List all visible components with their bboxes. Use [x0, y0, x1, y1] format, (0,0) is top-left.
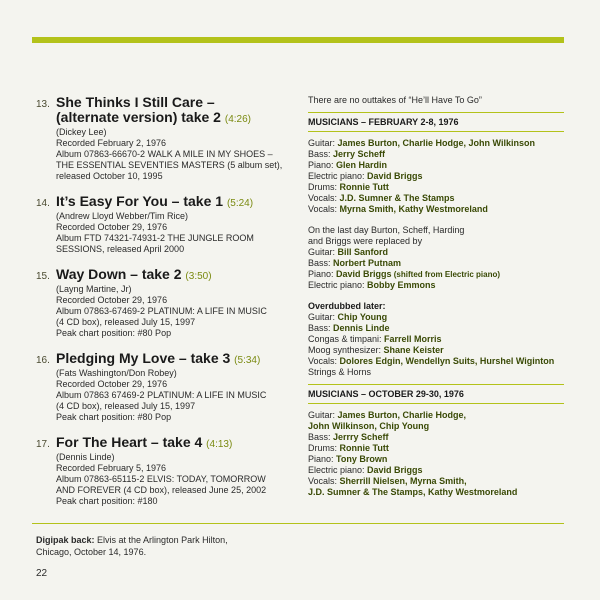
- track-credits: (Layng Martine, Jr): [56, 284, 132, 294]
- credit-line: J.D. Sumner & The Stamps, Kathy Westmoreland: [308, 487, 518, 497]
- credit-line: Bass: Norbert Putnam: [308, 258, 402, 268]
- credit-line: Strings & Horns: [308, 367, 372, 377]
- track-album: AND FOREVER (4 CD box), released June 25, 2002: [56, 485, 267, 495]
- track-time: (4:26): [224, 114, 251, 125]
- credit-line: Electric piano: David Briggs: [308, 465, 423, 475]
- credit-line: Bass: Jerrry Scheff: [308, 432, 389, 442]
- track-recorded: Recorded October 29, 1976: [56, 222, 168, 232]
- track-album: SESSIONS, released April 2000: [56, 244, 185, 254]
- track-album: Album 07863-67469-2 PLATINUM: A LIFE IN MUSIC: [56, 306, 267, 316]
- credit-line: Guitar: Bill Sanford: [308, 247, 389, 257]
- track-number: 13.: [36, 99, 50, 110]
- track-title: It’s Easy For You – take 1 (5:24): [56, 193, 254, 209]
- track-title: Pledging My Love – take 3 (5:34): [56, 350, 261, 366]
- top-accent-bar: [32, 37, 564, 43]
- track-time: (5:24): [226, 198, 254, 209]
- credit-line: Bass: Jerry Scheff: [308, 149, 386, 159]
- track-recorded: Recorded February 5, 1976: [56, 463, 167, 473]
- track-number: 16.: [36, 355, 50, 366]
- credit-line: Bass: Dennis Linde: [308, 323, 390, 333]
- credit-line: Guitar: Chip Young: [308, 312, 388, 322]
- musicians-feb-heading: MUSICIANS – FEBRUARY 2-8, 1976: [308, 112, 564, 132]
- credit-line: John Wilkinson, Chip Young: [308, 421, 430, 431]
- track-title: Way Down – take 2 (3:50): [56, 266, 212, 282]
- track-credits: (Andrew Lloyd Webber/Tim Rice): [56, 211, 189, 221]
- track-number: 14.: [36, 198, 50, 209]
- last-day-note: and Briggs were replaced by: [308, 236, 423, 246]
- track-album: THE ESSENTIAL SEVENTIES MASTERS (5 album set),: [56, 160, 283, 170]
- track-credits: (Fats Washington/Don Robey): [56, 368, 177, 378]
- track-credits: (Dickey Lee): [56, 127, 107, 137]
- last-day-note: On the last day Burton, Scheff, Harding: [308, 225, 465, 235]
- musicians-oct-heading: MUSICIANS – OCTOBER 29-30, 1976: [308, 384, 564, 404]
- track-time: (4:13): [206, 439, 233, 450]
- track-list: [36, 95, 298, 519]
- track-album: Album FTD 74321-74931-2 THE JUNGLE ROOM: [56, 233, 254, 243]
- track-title: For The Heart – take 4 (4:13): [56, 434, 233, 450]
- credit-line: Guitar: James Burton, Charlie Hodge,: [308, 410, 467, 420]
- credit-line: Vocals: Myrna Smith, Kathy Westmoreland: [308, 204, 488, 214]
- credit-line: Congas & timpani: Farrell Morris: [308, 334, 442, 344]
- track-number: 17.: [36, 439, 50, 450]
- caption-label: Digipak back:: [36, 535, 95, 545]
- page-number: 22: [36, 568, 48, 579]
- track-album: Album 07863-66670-2 WALK A MILE IN MY SHOES –: [56, 149, 273, 159]
- credit-line: Piano: Glen Hardin: [308, 160, 388, 170]
- credit-line: Drums: Ronnie Tutt: [308, 182, 389, 192]
- credit-line: Vocals: Dolores Edgin, Wendellyn Suits, Hurshel Wiginton: [308, 356, 555, 366]
- track-recorded: Recorded October 29, 1976: [56, 295, 168, 305]
- credit-line: Electric piano: David Briggs: [308, 171, 423, 181]
- overdub-heading: Overdubbed later:: [308, 301, 386, 311]
- track-15: [36, 267, 298, 339]
- musicians-column: [308, 95, 564, 498]
- track-recorded: Recorded October 29, 1976: [56, 379, 168, 389]
- track-chart: Peak chart position: #80 Pop: [56, 412, 172, 422]
- track-number: 15.: [36, 271, 50, 282]
- credit-line: Vocals: J.D. Sumner & The Stamps: [308, 193, 455, 203]
- track-album: Album 07863-65115-2 ELVIS: TODAY, TOMORROW: [56, 474, 266, 484]
- photo-caption: Digipak back: Elvis at the Arlington Park Hilton, Chicago, October 14, 1976.: [36, 535, 228, 557]
- bottom-divider: [32, 523, 564, 524]
- track-14: [36, 194, 298, 255]
- track-time: (3:50): [185, 271, 212, 282]
- track-album: (4 CD box), released July 15, 1997: [56, 317, 196, 327]
- credit-line: Vocals: Sherrill Nielsen, Myrna Smith,: [308, 476, 467, 486]
- track-album: Album 07863 67469-2 PLATINUM: A LIFE IN MUSIC: [56, 390, 267, 400]
- track-13: [36, 95, 298, 182]
- track-title: She Thinks I Still Care – (alternate version) take 2 (4:26): [56, 94, 251, 125]
- track-time: (5:34): [234, 355, 261, 366]
- track-credits: (Dennis Linde): [56, 452, 115, 462]
- credit-line: Guitar: James Burton, Charlie Hodge, John Wilkinson: [308, 138, 535, 148]
- track-chart: Peak chart position: #80 Pop: [56, 328, 172, 338]
- credit-line: Piano: David Briggs (shifted from Electric piano): [308, 269, 501, 279]
- credit-line: Electric piano: Bobby Emmons: [308, 280, 436, 290]
- track-album: (4 CD box), released July 15, 1997: [56, 401, 196, 411]
- track-recorded: Recorded February 2, 1976: [56, 138, 167, 148]
- track-chart: Peak chart position: #180: [56, 496, 158, 506]
- credit-line: Drums: Ronnie Tutt: [308, 443, 389, 453]
- track-16: [36, 351, 298, 423]
- no-outtakes-note: There are no outtakes of “He’ll Have To Go”: [308, 95, 482, 105]
- credit-line: Moog synthesizer: Shane Keister: [308, 345, 444, 355]
- credit-line: Piano: Tony Brown: [308, 454, 388, 464]
- track-17: [36, 435, 298, 507]
- track-release: released October 10, 1995: [56, 171, 163, 181]
